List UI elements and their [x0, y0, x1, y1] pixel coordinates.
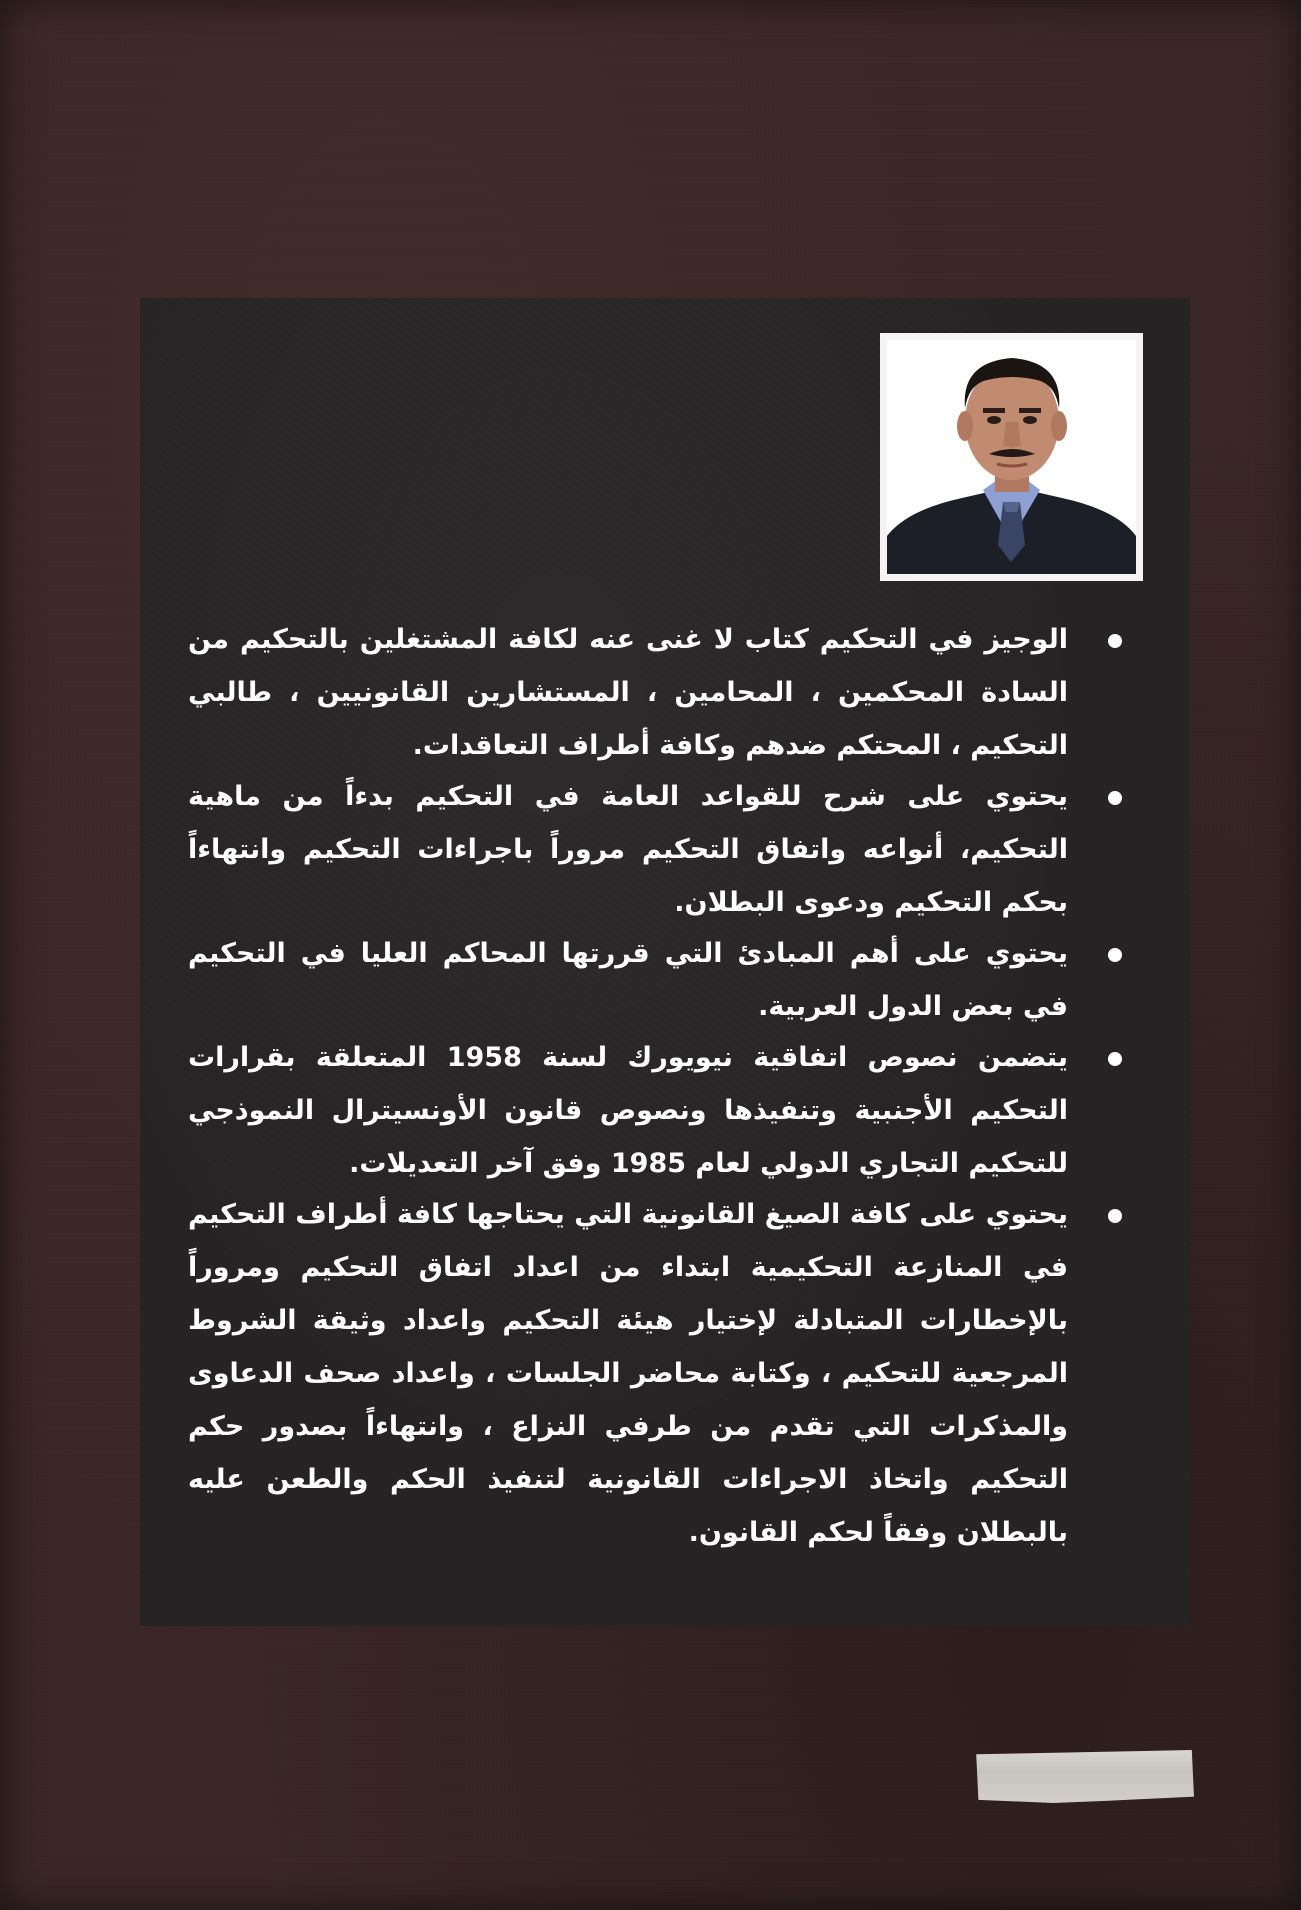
- list-item: [188, 770, 1128, 929]
- bullet-icon: [1108, 1209, 1122, 1223]
- bullet-text: الوجيز في التحكيم كتاب لا غنى عنه لكافة المشتغلين بالتحكيم من السادة المحكمين ، المحامين ، المستشارين القانونيين ، طالبي التحكيم ، المحتكم ضدهم وكافة أطراف التعاقدات.: [188, 624, 1068, 761]
- author-portrait-image: [887, 340, 1136, 574]
- sticker-residue: [974, 1750, 1194, 1803]
- bullet-icon: [1108, 1052, 1122, 1066]
- bullet-icon: [1108, 791, 1122, 805]
- bullet-icon: [1108, 948, 1122, 962]
- bullet-text: يحتوي على كافة الصيغ القانونية التي يحتاجها كافة أطراف التحكيم في المنازعة التحكيمية ابتداء من اعداد اتفاق التحكيم ومروراً بالإخطارات المتبادلة لإختيار هيئة التحكيم واعداد وثيقة الشروط المرجعية للتحكيم ، وكتابة محاضر الجلسات ، واعداد صحف الدعاوى والمذكرات التي تقدم من طرفي النزاع ، وانتهاءاً بصدور حكم التحكيم واتخاذ الاجراءات القانونية لتنفيذ الحكم والطعن عليه بالبطلان وفقاً لحكم القانون.: [188, 1199, 1068, 1548]
- bullet-text: يتضمن نصوص اتفاقية نيويورك لسنة 1958 المتعلقة بقرارات التحكيم الأجنبية وتنفيذها ونصوص قانون الأونسيترال النموذجي للتحكيم التجاري الدولي لعام 1985 وفق آخر التعديلات.: [188, 1042, 1068, 1179]
- list-item: [188, 927, 1128, 1033]
- list-item: [188, 1031, 1128, 1190]
- bullet-icon: [1108, 634, 1122, 648]
- list-item: [188, 613, 1128, 772]
- list-item: [188, 1188, 1128, 1559]
- author-photo: [880, 333, 1143, 581]
- bullet-text: يحتوي على أهم المبادئ التي قررتها المحاكم العليا في التحكيم في بعض الدول العربية.: [188, 938, 1068, 1022]
- feature-list: [188, 613, 1128, 1557]
- bullet-text: يحتوي على شرح للقواعد العامة في التحكيم بدءاً من ماهية التحكيم، أنواعه واتفاق التحكيم مروراً باجراءات التحكيم وانتهاءاً بحكم التحكيم ودعوى البطلان.: [188, 781, 1068, 918]
